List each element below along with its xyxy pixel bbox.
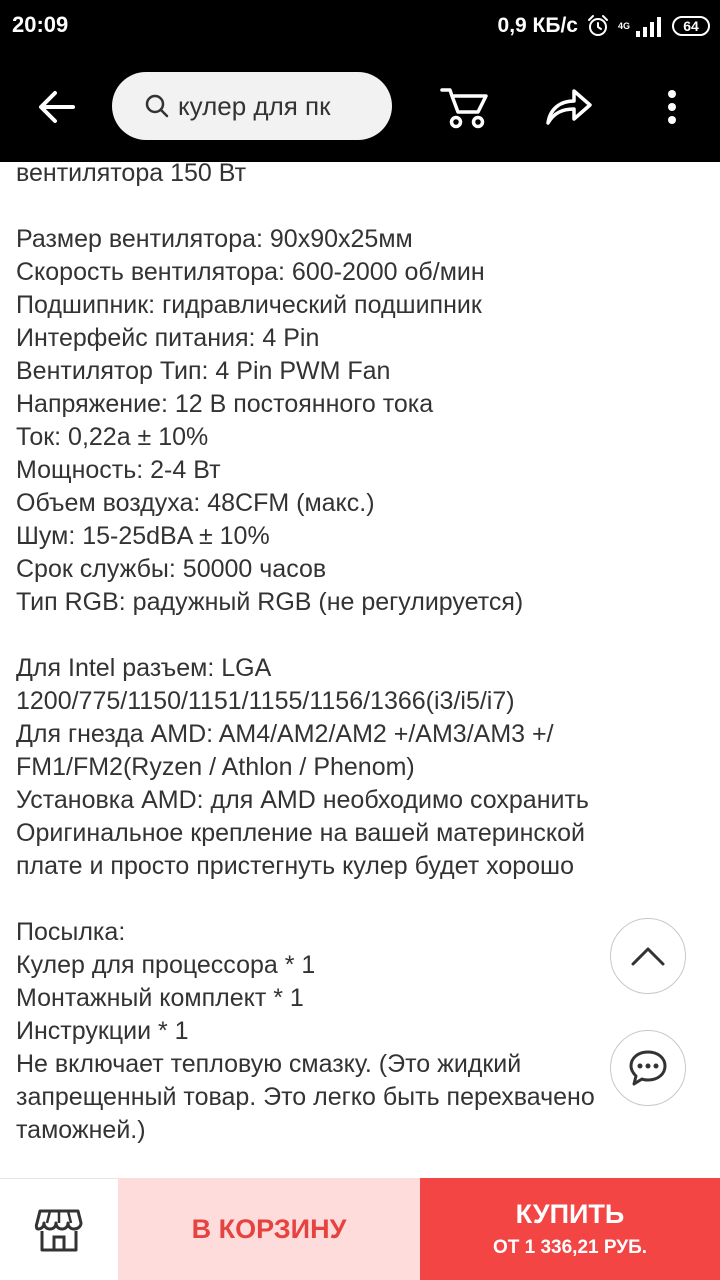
description-line: Вентилятор Тип: 4 Pin PWM Fan [16, 357, 391, 385]
cart-icon [440, 84, 490, 130]
description-line: Инструкции * 1 [16, 1017, 189, 1045]
description-line: Не включает тепловую смазку. (Это жидкий [16, 1050, 522, 1078]
bottom-action-bar [0, 1178, 720, 1280]
store-icon [34, 1205, 84, 1255]
description-line: Установка AMD: для AMD необходимо сохранить [16, 786, 589, 814]
buy-now-button[interactable] [420, 1178, 720, 1280]
status-indicators [498, 10, 710, 42]
description-line: Ток: 0,22a ± 10% [16, 423, 209, 451]
description-line: плате и просто пристегнуть кулер будет хорошо [16, 852, 574, 880]
blank-line [16, 883, 706, 916]
search-query: кулер для пк [178, 90, 331, 121]
chat-bubble-icon [627, 1048, 669, 1088]
alarm-icon [586, 14, 610, 38]
description-line: Посылка: [16, 918, 126, 946]
buy-now-label: КУПИТЬ [515, 1199, 625, 1229]
status-time: 20:09 [12, 12, 69, 37]
network-speed: 0,9 КБ/с [497, 14, 578, 37]
arrow-left-icon [37, 89, 77, 125]
back-button[interactable] [30, 80, 84, 134]
more-vertical-icon [666, 89, 678, 125]
top-toolbar [0, 52, 720, 162]
description-line: Мощность: 2-4 Вт [16, 456, 221, 484]
description-line: Скорость вентилятора: 600-2000 об/мин [16, 258, 485, 286]
description-line: Размер вентилятора: 90x90x25мм [16, 225, 413, 253]
network-type: 4G [617, 21, 630, 31]
description-line: таможней.) [16, 1116, 146, 1144]
description-line: Для гнезда AMD: AM4/AM2/AM2 +/AM3/AM3 +/ [16, 720, 554, 748]
share-button[interactable] [540, 80, 598, 134]
battery-level: 64 [683, 18, 699, 34]
description-line: Тип RGB: радужный RGB (не регулируется) [16, 588, 524, 616]
chat-button[interactable] [610, 1030, 686, 1106]
share-arrow-icon [544, 87, 594, 127]
description-line: Срок службы: 50000 часов [16, 555, 327, 583]
description-line: Шум: 15-25dBA ± 10% [16, 522, 270, 550]
description-line: запрещенный товар. Это легко быть перехвачено [16, 1083, 595, 1111]
description-line: Подшипник: гидравлический подшипник [16, 291, 482, 319]
description-line: 1200/775/1150/1151/1155/1156/1366(i3/i5/i7) [16, 687, 515, 715]
description-line: Напряжение: 12 В постоянного тока [16, 390, 434, 418]
status-bar [0, 0, 720, 52]
buy-price: ОТ 1 336,21 РУБ. [492, 1237, 648, 1258]
signal-icon [634, 15, 664, 37]
add-to-cart-button[interactable] [118, 1178, 420, 1280]
blank-line [16, 190, 706, 223]
description-line: вентилятора 150 Вт [16, 159, 247, 187]
description-line: FM1/FM2(Ryzen / Athlon / Phenom) [16, 753, 415, 781]
more-options-button[interactable] [650, 80, 694, 134]
add-to-cart-label: В КОРЗИНУ [191, 1213, 347, 1244]
product-description [16, 157, 706, 1147]
chevron-up-icon [630, 945, 666, 967]
description-line: Монтажный комплект * 1 [16, 984, 304, 1012]
description-line: Интерфейс питания: 4 Pin [16, 324, 320, 352]
battery-icon [672, 16, 710, 36]
cart-button[interactable] [436, 80, 494, 134]
description-line: Объем воздуха: 48CFM (макс.) [16, 489, 375, 517]
scroll-to-top-button[interactable] [610, 918, 686, 994]
store-button[interactable] [0, 1178, 118, 1280]
search-bar[interactable] [112, 72, 392, 140]
search-icon [144, 93, 170, 119]
description-line: Оригинальное крепление на вашей материнской [16, 819, 585, 847]
description-line: Кулер для процессора * 1 [16, 951, 316, 979]
description-line: Для Intel разъем: LGA [16, 654, 272, 682]
blank-line [16, 619, 706, 652]
